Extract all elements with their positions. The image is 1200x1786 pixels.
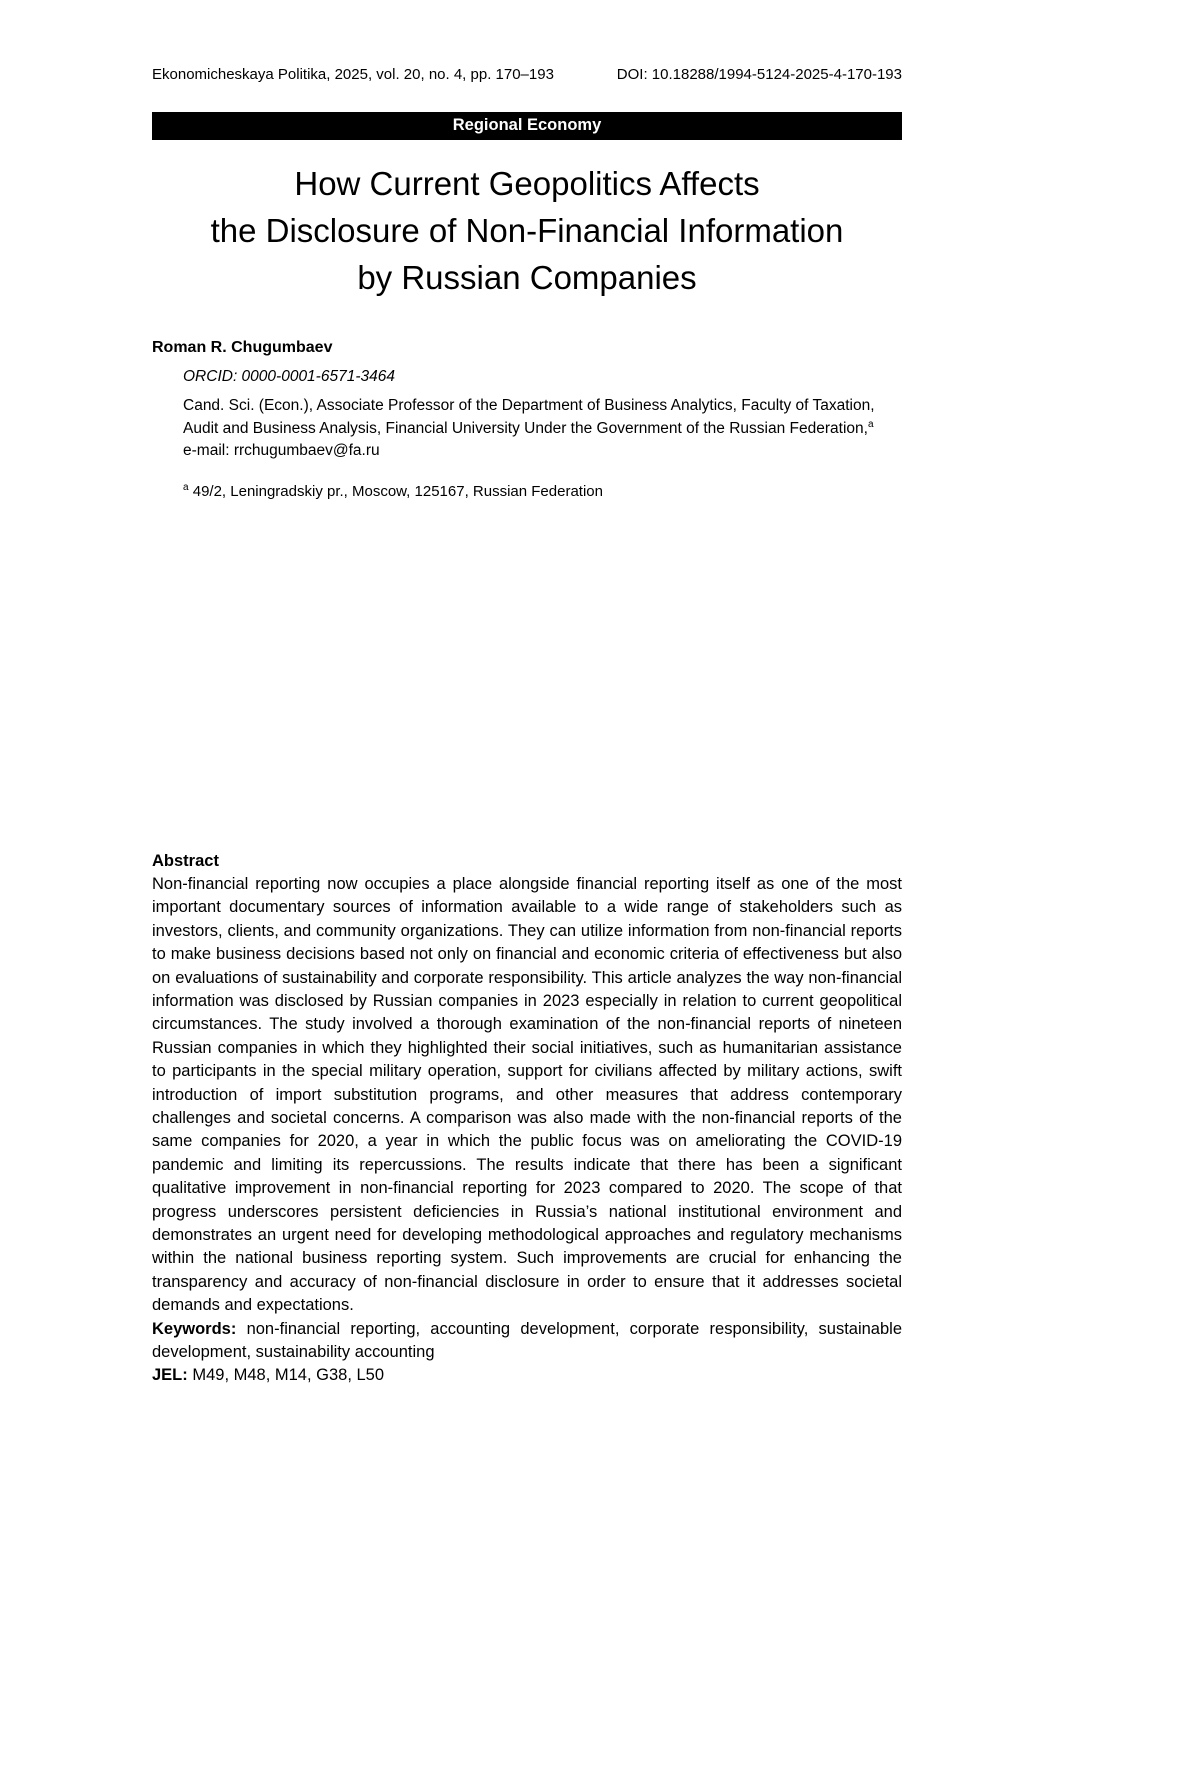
- keywords-text: non-financial reporting, accounting development, corporate responsibility, sustainable development, sustainability accounting: [152, 1319, 902, 1362]
- jel-text: M49, M48, M14, G38, L50: [187, 1366, 385, 1385]
- section-banner-label: Regional Economy: [452, 116, 602, 134]
- abstract-heading: Abstract: [152, 851, 219, 870]
- affiliation-footnote-marker: a: [867, 418, 874, 430]
- article-title-line: the Disclosure of Non-Financial Information: [210, 212, 844, 249]
- author-name: Roman R. Chugumbaev: [152, 339, 333, 356]
- keywords-label: Keywords:: [152, 1319, 237, 1338]
- article-title: [152, 160, 902, 301]
- address-footnote-text: 49/2, Leningradskiy pr., Moscow, 125167, Russian Federation: [188, 482, 603, 500]
- author-affiliation-text: Cand. Sci. (Econ.), Associate Professor of the Department of Business Analytics, Faculty of Taxation, Audit and Business Analysis, Financial University Under the Government of the Russian Federation,: [183, 397, 875, 437]
- article-title-line: How Current Geopolitics Affects: [294, 165, 760, 202]
- doi-text: DOI: 10.18288/1994-5124-2025-4-170-193: [616, 66, 902, 83]
- abstract-body: Non-financial reporting now occupies a place alongside financial reporting itself as one of the most important documentary sources of information available to a wide range of stakeholders such as investors, clients, and community organizations. They can utilize information from non-financial reports to make business decisions based not only on financial and economic criteria of effectiveness but also on evaluations of sustainability and corporate responsibility. This article analyzes the way non-financial information was disclosed by Russian companies in 2023 especially in relation to current geopolitical circumstances. The study involved a thorough examination of the non-financial reports of nineteen Russian companies in which they highlighted their social initiatives, such as humanitarian assistance to participants in the special military operation, support for civilians affected by military actions, swift introduction of import substitution programs, and other measures that address contemporary challenges and societal concerns. A comparison was also made with the non-financial reports of the same companies for 2020, a year in which the public focus was on ameliorating the COVID-19 pandemic and limiting its repercussions. The results indicate that there has been a significant qualitative improvement in non-financial reporting for 2023 compared to 2020. The scope of that progress underscores persistent deficiencies in Russia’s national institutional environment and demonstrates an urgent need for developing methodological approaches and regulatory mechanisms within the national business reporting system. Such improvements are crucial for enhancing the transparency and accuracy of non-financial disclosure in order to ensure that it addresses societal demands and expectations.: [152, 874, 902, 1315]
- address-footnote: [183, 483, 902, 500]
- author-email: e-mail: rrchugumbaev@fa.ru: [183, 442, 380, 459]
- section-banner: [152, 112, 902, 140]
- jel-label: JEL:: [152, 1366, 188, 1385]
- keywords-line: [152, 1318, 902, 1365]
- journal-citation: Ekonomicheskaya Politika, 2025, vol. 20, no. 4, pp. 170–193: [152, 66, 554, 83]
- vertical-spacer: [152, 500, 902, 850]
- author-affiliation: [183, 395, 902, 463]
- article-title-line: by Russian Companies: [357, 259, 697, 296]
- jel-line: [152, 1364, 902, 1387]
- author-orcid: ORCID: 0000-0001-6571-3464: [183, 368, 395, 385]
- journal-header: [152, 66, 902, 84]
- address-footnote-marker: a: [183, 481, 189, 493]
